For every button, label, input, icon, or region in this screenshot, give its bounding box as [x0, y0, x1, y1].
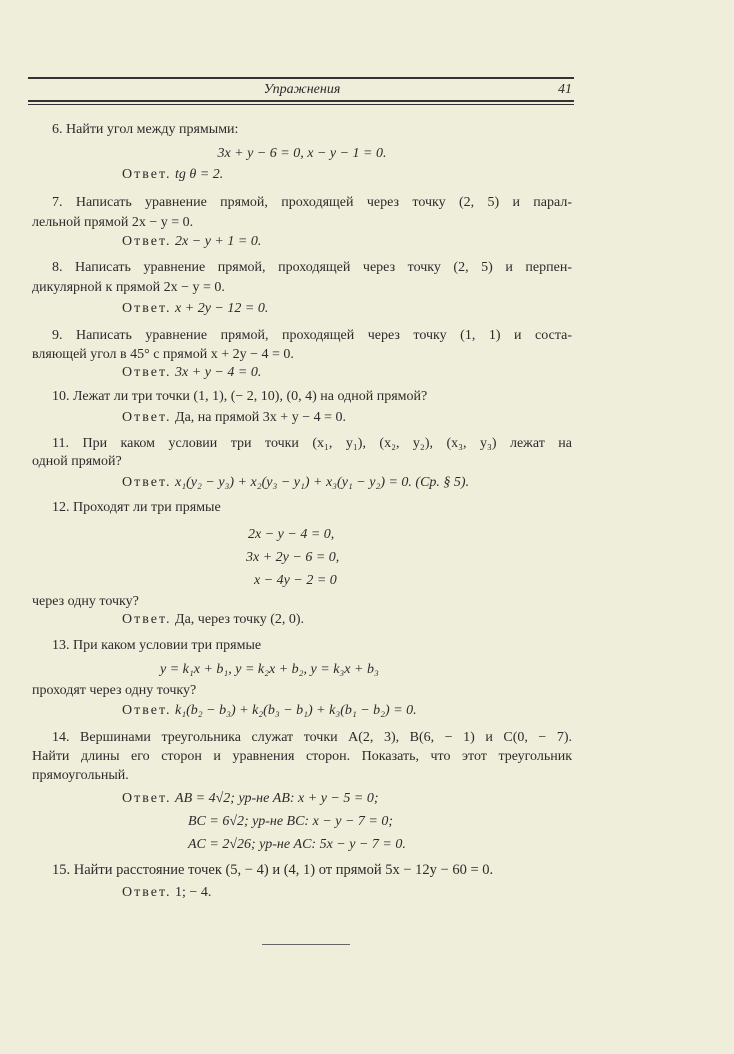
- problem-7-text-1: 7. Написать уравнение прямой, проходящей через точку (2, 5) и парал-: [52, 195, 572, 210]
- problem-13-formula: y = k₁x + b₁, y = k₂x + b₂, y = k₃x + b₃: [160, 662, 379, 677]
- problem-6-formula: 3x + y − 6 = 0, x − y − 1 = 0.: [217, 146, 387, 161]
- problem-7-text-2: лельной прямой 2x − y = 0.: [32, 215, 194, 230]
- answer-value: 3x + y − 4 = 0.: [175, 365, 262, 380]
- problem-12-text-1: 12. Проходят ли три прямые: [52, 500, 221, 515]
- answer-label: Ответ.: [122, 301, 172, 316]
- problem-14-answer-2: BC = 6√2; ур-не BC: x − y − 7 = 0;: [188, 814, 394, 829]
- answer-label: Ответ.: [122, 791, 172, 806]
- problem-13-answer: [122, 702, 417, 720]
- problem-12-formula-2: 3x + 2y − 6 = 0,: [246, 550, 340, 565]
- problem-14-text-3: прямоугольный.: [32, 768, 129, 783]
- problem-10-text: 10. Лежат ли три точки (1, 1), (− 2, 10), (0, 4) на одной прямой?: [52, 389, 428, 404]
- answer-value: x + 2y − 12 = 0.: [175, 301, 269, 316]
- answer-label: Ответ.: [122, 612, 172, 627]
- header-rule-bottom: [28, 100, 574, 102]
- problem-6-text: 6. Найти угол между прямыми:: [52, 122, 239, 137]
- problem-12-formula-3: x − 4y − 2 = 0: [254, 573, 337, 588]
- problem-11-answer: [122, 474, 469, 492]
- problem-8-text-2: дикулярной к прямой 2x − y = 0.: [32, 280, 225, 295]
- header-rule-top: [28, 77, 574, 79]
- answer-value: 2x − y + 1 = 0.: [175, 234, 262, 249]
- problem-6-answer: [122, 166, 223, 184]
- answer-label: Ответ.: [122, 365, 172, 380]
- problem-11-text-1: 11. При каком условии три точки (x₁, y₁), (x₂, y₂), (x₃, y₃) лежат на: [52, 436, 572, 451]
- answer-label: Ответ.: [122, 167, 172, 182]
- problem-12-answer: [122, 611, 304, 629]
- answer-value: k₁(b₂ − b₃) + k₂(b₃ − b₁) + k₃(b₁ − b₂) = 0.: [175, 703, 417, 718]
- problem-15-text: 15. Найти расстояние точек (5, − 4) и (4, 1) от прямой 5x − 12y − 60 = 0.: [52, 862, 494, 878]
- answer-label: Ответ.: [122, 703, 172, 718]
- answer-value: Да, на прямой 3x + y − 4 = 0.: [175, 410, 346, 425]
- answer-value: Да, через точку (2, 0).: [175, 612, 305, 627]
- running-header-title: Упражнения: [263, 82, 341, 97]
- problem-14-text-2: Найти длины его сторон и уравнения сторон. Показать, что этот треугольник: [32, 749, 572, 764]
- problem-8-answer: [122, 300, 268, 318]
- answer-value: x₁(y₂ − y₃) + x₂(y₃ − y₁) + x₃(y₁ − y₂) = 0. (Ср. § 5).: [175, 475, 470, 490]
- answer-label: Ответ.: [122, 885, 172, 900]
- answer-value: 1; − 4.: [175, 885, 212, 900]
- problem-14-answer-3: AC = 2√26; ур-не AC: 5x − y − 7 = 0.: [188, 837, 406, 852]
- problem-12-text-2: через одну точку?: [32, 594, 139, 609]
- problem-14-text-1: 14. Вершинами треугольника служат точки A(2, 3), B(6, − 1) и C(0, − 7).: [52, 730, 572, 745]
- problem-9-answer: [122, 364, 261, 382]
- problem-13-text-2: проходят через одну точку?: [32, 683, 197, 698]
- problem-10-answer: [122, 409, 346, 427]
- problem-14-answer-1: [122, 790, 379, 808]
- problem-12-formula-1: 2x − y − 4 = 0,: [248, 527, 335, 542]
- problem-9-text-2: вляющей угол в 45° с прямой x + 2y − 4 = 0.: [32, 347, 294, 362]
- answer-label: Ответ.: [122, 475, 172, 490]
- section-end-rule: [262, 944, 350, 945]
- header-rule-bottom-2: [28, 104, 574, 105]
- answer-label: Ответ.: [122, 410, 172, 425]
- answer-label: Ответ.: [122, 234, 172, 249]
- page-number: 41: [558, 82, 572, 97]
- problem-9-text-1: 9. Написать уравнение прямой, проходящей через точку (1, 1) и соста-: [52, 328, 572, 343]
- answer-value: AB = 4√2; ур-не AB: x + y − 5 = 0;: [175, 791, 379, 806]
- problem-15-answer: [122, 884, 211, 902]
- answer-value: tg θ = 2.: [175, 167, 224, 182]
- problem-13-text-1: 13. При каком условии три прямые: [52, 638, 262, 653]
- problem-8-text-1: 8. Написать уравнение прямой, проходящей через точку (2, 5) и перпен-: [52, 260, 572, 275]
- problem-11-text-2: одной прямой?: [32, 454, 122, 469]
- problem-7-answer: [122, 233, 261, 251]
